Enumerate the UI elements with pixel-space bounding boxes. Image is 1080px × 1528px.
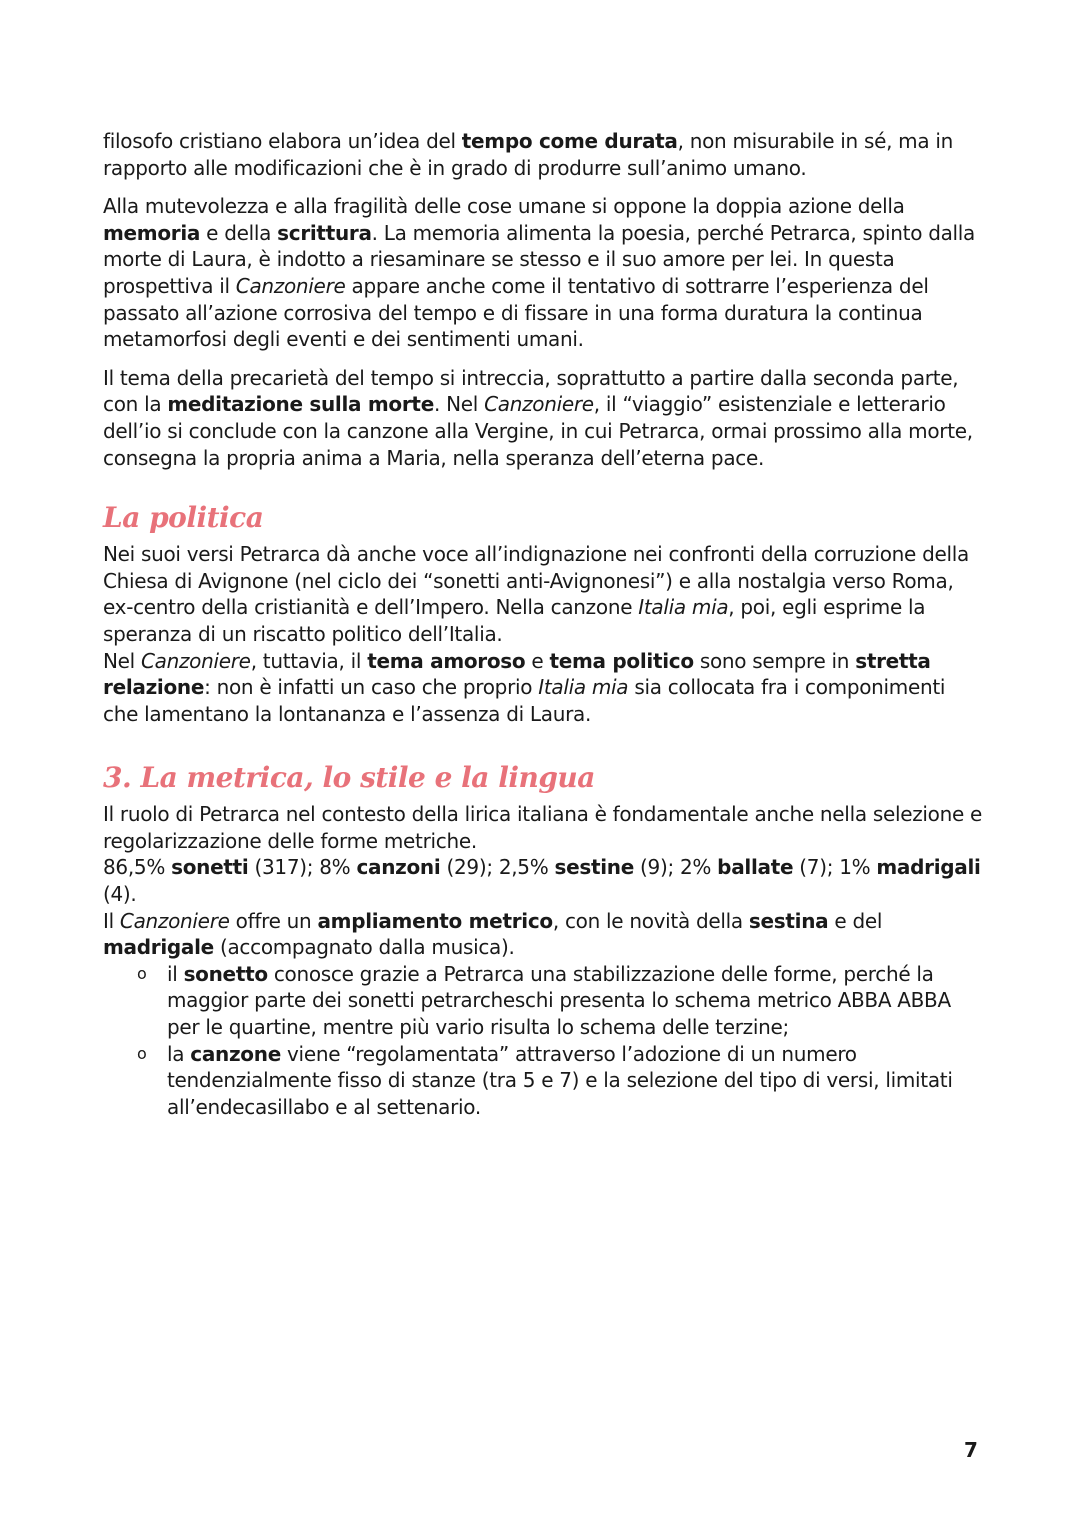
text-run: Nei suoi versi Petrarca dà anche voce all’indignazione nei confronti della corruzione della Chiesa di Avignone (nel ciclo dei “sonetti anti-Avignonesi”) e alla nostalgia verso Roma, ex-centro della cristianità e dell’Impero. Nella canzone — [103, 542, 969, 620]
text-run: (4). — [103, 882, 137, 907]
bold-text: tempo come durata — [461, 129, 678, 153]
text-run: : non è infatti un caso che proprio — [204, 675, 539, 700]
bold-text: ballate — [717, 855, 794, 880]
list-item-sonetto — [137, 961, 983, 1041]
bold-text: sestina — [748, 908, 829, 933]
metric-forms-list — [103, 961, 983, 1121]
text-run: Alla mutevolezza e alla fragilità delle cose umane si oppone la doppia azione della — [103, 194, 905, 219]
paragraph-meditazione-morte — [103, 365, 983, 471]
italic-text: Canzoniere — [119, 908, 230, 933]
section-heading-politica: La politica — [103, 501, 264, 535]
text-run: (accompagnato dalla musica). — [213, 935, 515, 960]
section-heading-metrica: 3. La metrica, lo stile e la lingua — [103, 761, 595, 795]
bold-text: sonetti — [171, 855, 249, 880]
list-item-text — [167, 962, 951, 1039]
italic-text: Italia mia — [538, 675, 629, 700]
paragraph-tempo-durata — [103, 128, 983, 181]
text-run: , il “viaggio” esistenziale e letterario dell’io si conclude con la canzone alla Vergine, in cui Petrarca, ormai prossimo alla morte, consegna la propria anima a Maria, nella speranza dell’eterna pace. — [103, 392, 973, 470]
text-run: . La memoria alimenta la poesia, perché Petrarca, spinto dalla morte di Laura, è indotto a riesaminare se stesso e il suo amore per lei. In questa prospettiva il — [103, 220, 976, 298]
bold-text: canzoni — [356, 855, 441, 880]
paragraph-memoria-scrittura — [103, 193, 983, 353]
italic-text: Canzoniere — [484, 392, 594, 417]
text-run: il — [167, 961, 184, 986]
text-run: filosofo cristiano elabora un’idea del — [103, 129, 462, 153]
text-run: e del — [828, 908, 883, 933]
list-item-text — [167, 1042, 953, 1119]
text-run: Nel — [103, 648, 141, 673]
bold-text: scrittura — [277, 220, 372, 245]
page-number: 7 — [964, 1438, 978, 1462]
bold-text: meditazione sulla morte — [167, 392, 434, 417]
text-run: (317); 8% — [248, 855, 357, 880]
italic-text: Canzoniere — [140, 648, 251, 673]
document-page — [103, 128, 983, 1120]
paragraph-tema-politico — [103, 648, 983, 728]
text-run: conosce grazie a Petrarca una stabilizzazione delle forme, perché la maggior parte dei sonetti petrarcheschi presenta lo schema metrico ABBA ABBA per le quartine, mentre più vario risulta lo schema delle terzine; — [167, 961, 951, 1040]
italic-text: Italia mia — [638, 595, 729, 620]
bullet-marker: o — [137, 963, 147, 983]
text-run: Il — [103, 908, 120, 933]
bold-text: memoria — [103, 220, 201, 245]
text-run: Il ruolo di Petrarca nel contesto della lirica italiana è fondamentale anche nella selezione e regolarizzazione delle forme metriche. — [103, 802, 983, 853]
bold-text: madrigale — [103, 935, 214, 960]
text-run: 86,5% — [103, 855, 172, 880]
text-run: Il tema della precarietà del tempo si intreccia, soprattutto a partire dalla seconda parte, con la — [103, 365, 959, 417]
text-run: (29); 2,5% — [440, 855, 555, 880]
bold-text: sestine — [554, 855, 634, 880]
bullet-marker: o — [137, 1043, 147, 1063]
text-run: e della — [200, 220, 278, 245]
text-run: (7); 1% — [793, 855, 877, 880]
text-run: e — [525, 648, 550, 673]
text-run: sono sempre in — [693, 648, 856, 673]
bold-text: sonetto — [183, 961, 268, 986]
text-run: , poi, egli esprime la speranza di un riscatto politico dell’Italia. — [103, 595, 926, 646]
bold-text: canzone — [190, 1041, 281, 1066]
paragraph-percentuali — [103, 854, 983, 907]
text-run: , con le novità della — [552, 908, 749, 933]
bold-text: madrigali — [876, 855, 981, 880]
paragraph-ruolo-petrarca — [103, 801, 983, 854]
bold-text: ampliamento metrico — [317, 908, 553, 933]
bold-text: stretta relazione — [103, 648, 931, 700]
text-run: , non misurabile in sé, ma in rapporto alle modificazioni che è in grado di produrre sull’animo umano. — [103, 129, 954, 180]
text-run: offre un — [229, 908, 318, 933]
paragraph-indignazione — [103, 541, 983, 647]
text-run: viene “regolamentata” attraverso l’adozione di un numero tendenzialmente fisso di stanze (tra 5 e 7) e la selezione del tipo di versi, limitati all’endecasillabo e al settenario. — [167, 1041, 953, 1119]
italic-text: Canzoniere — [235, 273, 346, 298]
text-run: sia collocata fra i componimenti che lamentano la lontananza e l’assenza di Laura. — [103, 675, 946, 726]
text-run: . Nel — [433, 392, 485, 417]
list-item-canzone — [137, 1041, 983, 1121]
bold-text: tema politico — [549, 648, 694, 673]
text-run: la — [167, 1041, 191, 1066]
text-run: appare anche come il tentativo di sottrarre l’esperienza del passato all’azione corrosiva del tempo e di fissare in una forma duratura la continua metamorfosi degli eventi e dei sentimenti umani. — [103, 273, 929, 352]
paragraph-ampliamento — [103, 908, 983, 961]
text-run: (9); 2% — [634, 855, 718, 880]
text-run: , tuttavia, il — [250, 648, 368, 673]
bold-text: tema amoroso — [367, 648, 526, 673]
